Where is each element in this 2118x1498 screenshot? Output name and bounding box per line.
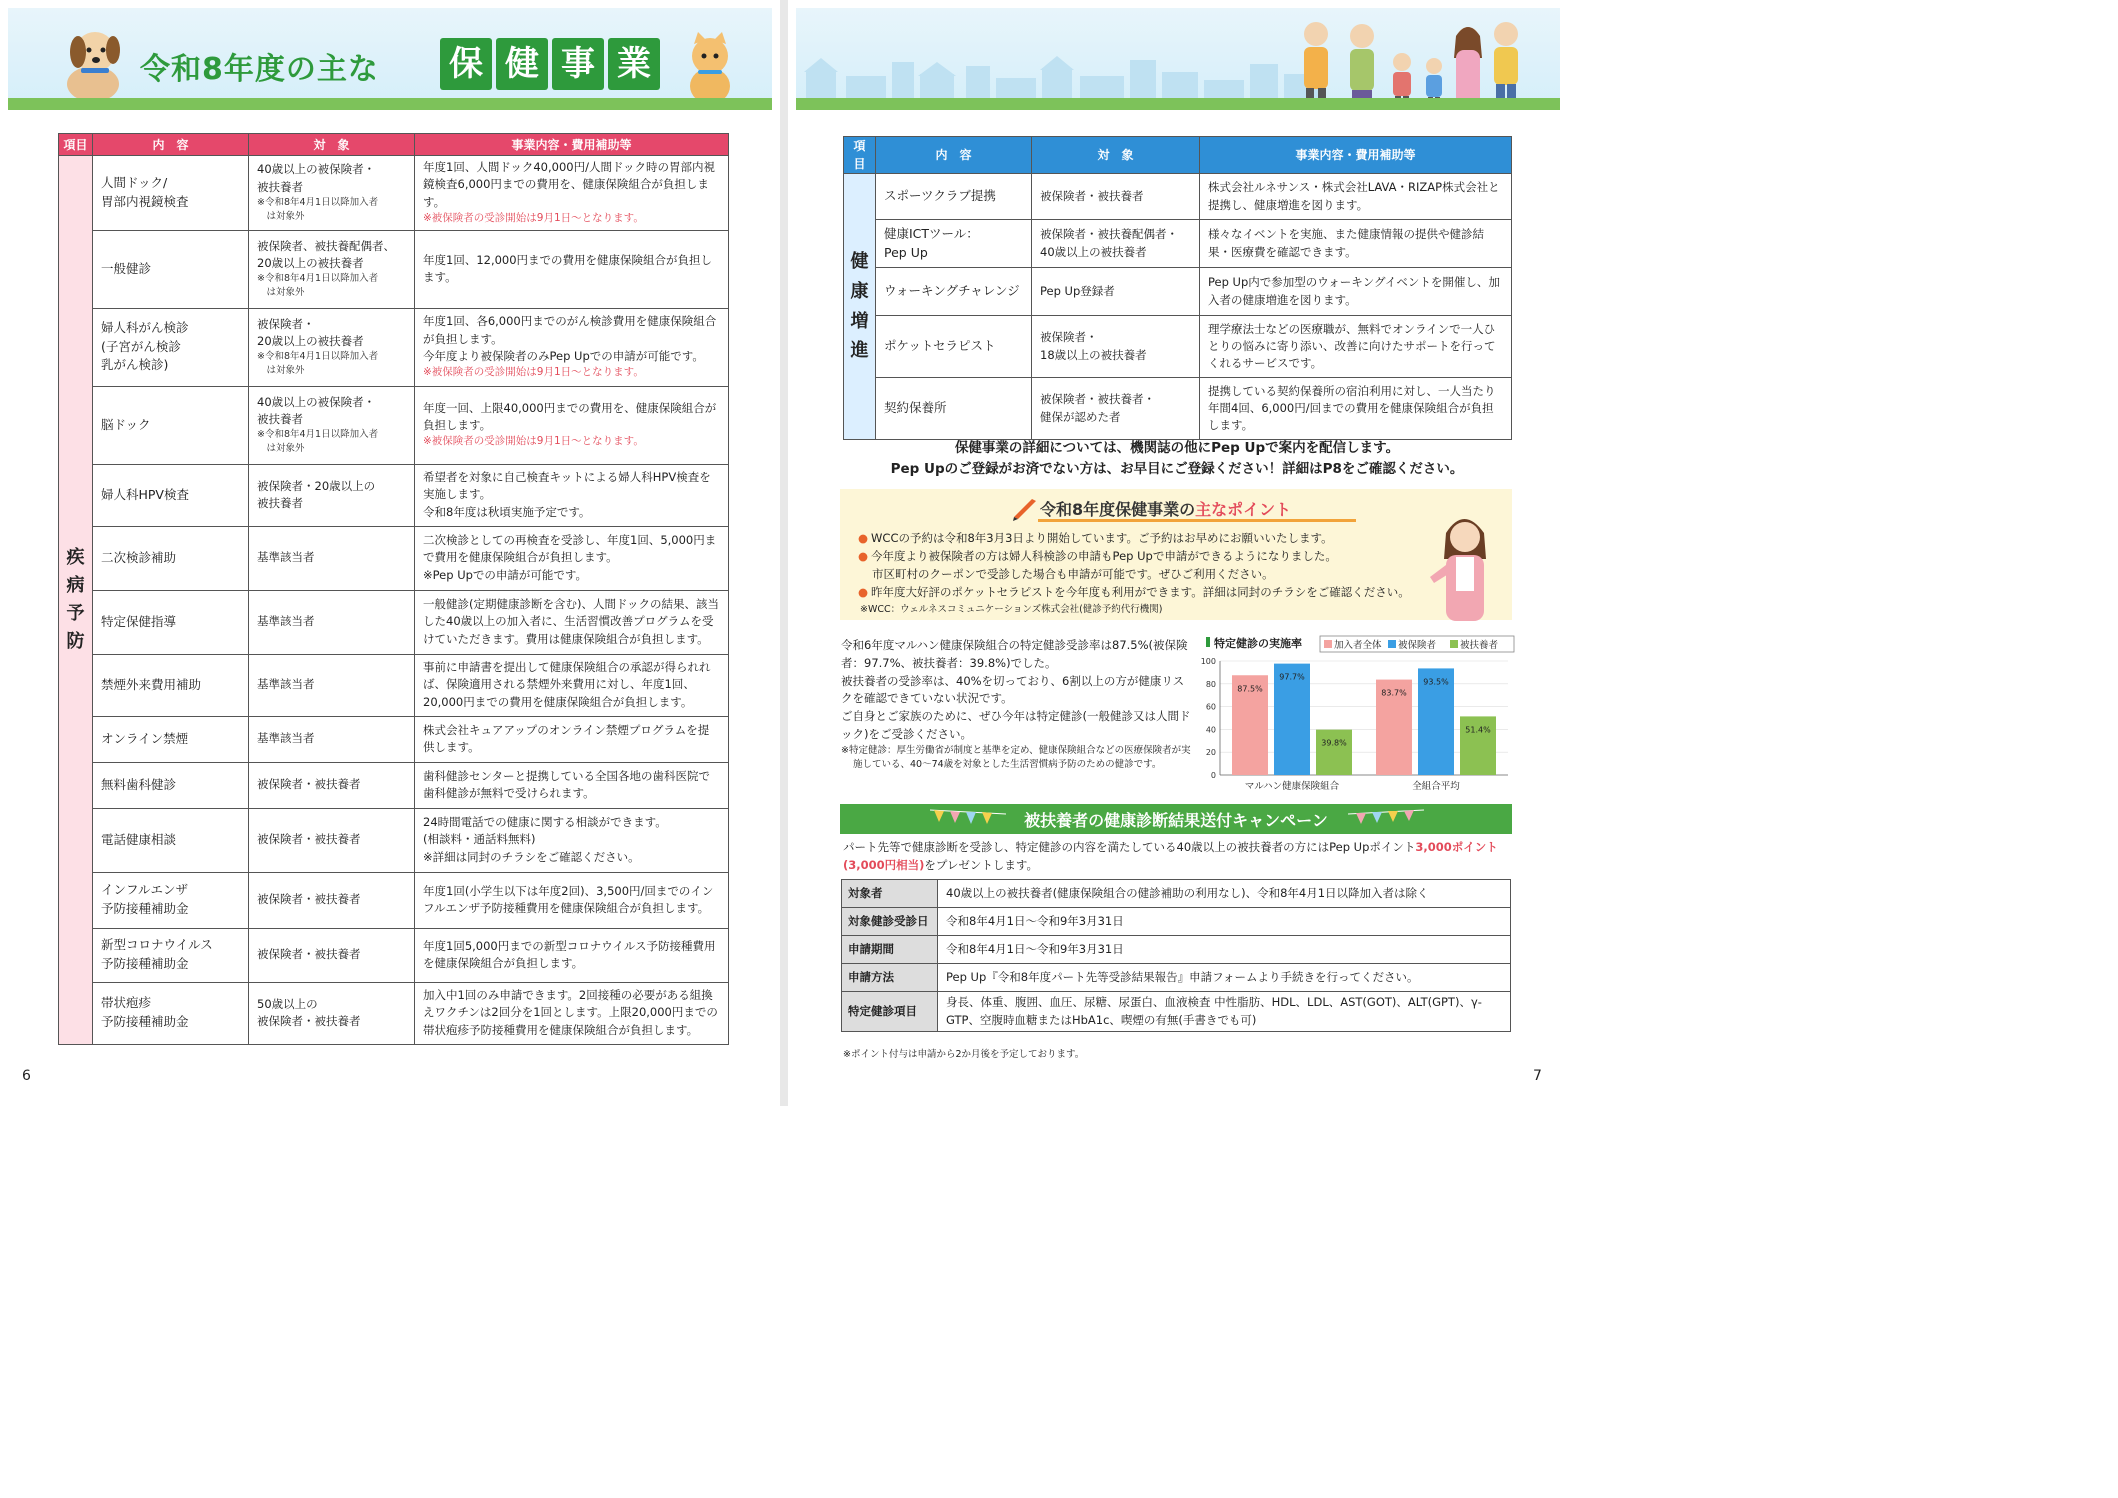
table-row	[59, 590, 729, 654]
x-tick-label: マルハン健康保険組合	[1244, 781, 1340, 792]
item-name: 無料歯科健診	[93, 762, 249, 808]
item-target: 基準該当者	[249, 526, 415, 590]
category-label	[59, 156, 93, 1045]
item-name: 脳ドック	[93, 386, 249, 464]
bullet-icon: ●	[858, 549, 869, 564]
dog-illustration	[53, 22, 135, 108]
item-name: ポケットセラピスト	[876, 316, 1032, 378]
category-label	[844, 174, 876, 440]
info-notice	[843, 438, 1511, 480]
list-item	[858, 602, 1410, 617]
campaign-value: 身長、体重、腹囲、血圧、尿糖、尿蛋白、血液検査 中性脂肪、HDL、LDL、AST(GOT)、ALT(GPT)、γ-GTP、空腹時血糖またはHbA1c、喫煙の有無(手書きでも可)	[938, 992, 1511, 1032]
target-note: ※令和8年4月1日以降加入者 は対象外	[257, 196, 379, 222]
title-marker	[1206, 637, 1210, 647]
item-name: 新型コロナウイルス 予防接種補助金	[93, 928, 249, 982]
table-row	[59, 230, 729, 308]
detail-warning: ※被保険者の受診開始は9月1日～となります。	[423, 211, 644, 224]
table-row	[844, 174, 1512, 220]
legend-swatch	[1324, 640, 1332, 648]
page-spine	[780, 0, 788, 1106]
item-target: 基準該当者	[249, 654, 415, 716]
header-target: 対 象	[249, 134, 415, 156]
checkup-rate-chart	[1198, 633, 1516, 801]
page-header	[796, 8, 1560, 110]
table-row	[844, 220, 1512, 268]
x-tick-label: 全組合平均	[1412, 781, 1460, 792]
page-header	[8, 8, 772, 110]
header-detail: 事業内容・費用補助等	[1200, 137, 1512, 174]
target-note: ※令和8年4月1日以降加入者 は対象外	[257, 429, 379, 455]
campaign-value: 令和8年4月1日～令和9年3月31日	[938, 908, 1511, 936]
table-row	[59, 716, 729, 762]
title-underline	[1038, 519, 1356, 522]
table-row	[59, 872, 729, 928]
y-tick-label: 100	[1200, 657, 1216, 666]
item-name: ウォーキングチャレンジ	[876, 268, 1032, 316]
item-detail: 二次検診としての再検査を受診し、年度1回、5,000円まで費用を健康保険組合が負担します。 ※Pep Upでの申請が可能です。	[415, 526, 729, 590]
title-char: 業	[608, 38, 660, 90]
key-points-title-accent: 主なポイント	[1195, 500, 1292, 519]
y-tick-label: 60	[1205, 702, 1216, 712]
item-target: 被保険者・ 20歳以上の被扶養者 ※令和8年4月1日以降加入者 は対象外	[249, 308, 415, 386]
page-left	[0, 0, 780, 1106]
item-detail: 提携している契約保養所の宿泊利用に対し、一人当たり年間4回、6,000円/回までの費用を健康保険組合が負担します。	[1200, 378, 1512, 440]
title-char: 健	[496, 38, 548, 90]
y-tick-label: 40	[1205, 725, 1216, 735]
info-line: Pep Upのご登録がお済でない方は、お早目にご登録ください！詳細はP8をご確認ください。	[890, 460, 1464, 477]
campaign-description	[843, 838, 1511, 875]
chart-title: 特定健診の実施率	[1214, 637, 1302, 650]
page-number: 7	[1533, 1068, 1542, 1084]
detail-warning: ※被保険者の受診開始は9月1日～となります。	[423, 435, 644, 448]
bar-value-label: 51.4%	[1465, 725, 1491, 735]
table-row	[59, 308, 729, 386]
item-target: 被保険者・被扶養者	[249, 762, 415, 808]
stat-paragraph: ご自身とご家族のために、ぜひ今年は特定健診(一般健診又は人間ドック)をご受診ください。	[841, 709, 1191, 742]
bar-value-label: 83.7%	[1381, 688, 1407, 698]
header-content: 内 容	[93, 134, 249, 156]
item-name: インフルエンザ 予防接種補助金	[93, 872, 249, 928]
stat-paragraph: 令和6年度マルハン健康保険組合の特定健診受診率は87.5%(被保険者：97.7%、被扶養者：39.8%)でした。	[841, 638, 1188, 670]
item-detail: 事前に申請書を提出して健康保険組合の承認が得られれば、保険適用される禁煙外来費用に対し、年度1回、20,000円までの費用を健康保険組合が負担します。	[415, 654, 729, 716]
table-row	[59, 808, 729, 872]
item-name: 帯状疱疹 予防接種補助金	[93, 982, 249, 1044]
list-item	[858, 529, 1410, 547]
key-points-title	[1040, 497, 1291, 520]
item-target: 40歳以上の被保険者・ 被扶養者 ※令和8年4月1日以降加入者 は対象外	[249, 386, 415, 464]
item-target: 被保険者・被扶養者・ 健保が認めた者	[1032, 378, 1200, 440]
point-text: 今年度より被保険者の方は婦人科検診の申請もPep Upで申請ができるようになりました。	[871, 549, 1337, 564]
page-number: 6	[22, 1068, 31, 1084]
item-name: 婦人科がん検診 (子宮がん検診 乳がん検診)	[93, 308, 249, 386]
table-row	[842, 908, 1511, 936]
stat-paragraph: 被扶養者の受診率は、40%を切っており、6割以上の方が健康リスクを確認できていない状況です。	[841, 673, 1185, 706]
page-title: 令和8年度の主な	[140, 52, 379, 87]
item-detail: Pep Up内で参加型のウォーキングイベントを開催し、加入者の健康増進を図ります。	[1200, 268, 1512, 316]
table-row	[59, 526, 729, 590]
item-name: 一般健診	[93, 230, 249, 308]
header-target: 対 象	[1032, 137, 1200, 174]
grass-strip	[796, 98, 1560, 110]
item-detail: 株式会社キュアアップのオンライン禁煙プログラムを提供します。	[415, 716, 729, 762]
item-target: 被保険者・ 18歳以上の被扶養者	[1032, 316, 1200, 378]
campaign-desc-text: パート先等で健康診断を受診し、特定健診の内容を満たしている40歳以上の被扶養者の方にはPep Upポイント	[843, 840, 1416, 854]
item-name: 健康ICTツール： Pep Up	[876, 220, 1032, 268]
item-target: 被保険者・被扶養配偶者・ 40歳以上の被扶養者	[1032, 220, 1200, 268]
item-name: 婦人科HPV検査	[93, 464, 249, 526]
table-header-row	[844, 137, 1512, 174]
campaign-value: 40歳以上の被扶養者(健康保険組合の健診補助の利用なし)、令和8年4月1日以降加入者は除く	[938, 880, 1511, 908]
bullet-icon: ●	[858, 585, 869, 600]
table-row	[842, 880, 1511, 908]
target-note: ※令和8年4月1日以降加入者 は対象外	[257, 351, 379, 377]
checkup-rate-text	[841, 637, 1191, 772]
list-item	[858, 565, 1410, 583]
item-detail: 年度1回(小学生以下は年度2回)、3,500円/回までのインフルエンザ予防接種費用を健康保険組合が負担します。	[415, 872, 729, 928]
stat-note: ※特定健診：厚生労働省が制度と基準を定め、健康保険組合などの医療保険者が実施している、40～74歳を対象とした生活習慣病予防のための健診です。	[841, 744, 1191, 771]
item-detail: 加入中1回のみ申請できます。2回接種の必要がある組換えワクチンは2回分を1回とします。上限20,000円までの帯状疱疹予防接種費用を健康保険組合が負担します。	[415, 982, 729, 1044]
header-category: 項目	[59, 134, 93, 156]
item-target: 被保険者・被扶養者	[249, 872, 415, 928]
item-target: 40歳以上の被保険者・ 被扶養者 ※令和8年4月1日以降加入者 は対象外	[249, 156, 415, 231]
campaign-key: 対象者	[842, 880, 938, 908]
campaign-key: 特定健診項目	[842, 992, 938, 1032]
pencil-icon	[1012, 497, 1038, 521]
item-name: オンライン禁煙	[93, 716, 249, 762]
table-row	[844, 378, 1512, 440]
campaign-banner	[840, 804, 1512, 834]
campaign-desc-text: をプレゼントします。	[924, 858, 1039, 873]
woman-illustration	[1426, 503, 1504, 621]
y-tick-label: 80	[1205, 679, 1216, 689]
table-row	[59, 386, 729, 464]
item-detail: 24時間電話での健康に関する相談ができます。 (相談料・通話料無料) ※詳細は同封のチラシをご確認ください。	[415, 808, 729, 872]
table-row	[59, 982, 729, 1044]
y-tick-label: 20	[1205, 748, 1216, 758]
points-note: ※WCC：ウェルネスコミュニケーションズ株式会社(健診予約代行機関)	[860, 603, 1163, 615]
header-detail: 事業内容・費用補助等	[415, 134, 729, 156]
grass-strip	[8, 98, 772, 110]
table-row	[59, 928, 729, 982]
title-char: 事	[552, 38, 604, 90]
item-target: 被保険者・20歳以上の 被扶養者	[249, 464, 415, 526]
item-name: 二次検診補助	[93, 526, 249, 590]
title-char: 保	[440, 38, 492, 90]
item-detail: 様々なイベントを実施、また健康情報の提供や健診結果・医療費を確認できます。	[1200, 220, 1512, 268]
item-target: Pep Up登録者	[1032, 268, 1200, 316]
table-row	[842, 964, 1511, 992]
item-detail: 年度1回、各6,000円までのがん検診費用を健康保険組合が負担します。 今年度より被保険者のみPep Upでの申請が可能です。 ※被保険者の受診開始は9月1日～となります。	[415, 308, 729, 386]
table-row	[59, 464, 729, 526]
campaign-table	[841, 879, 1511, 1032]
item-detail: 年度1回、12,000円までの費用を健康保険組合が負担します。	[415, 230, 729, 308]
header-category: 項目	[844, 137, 876, 174]
bar-value-label: 93.5%	[1423, 677, 1449, 687]
legend-swatch	[1388, 640, 1396, 648]
cat-illustration	[680, 30, 742, 106]
item-target: 50歳以上の 被保険者・被扶養者	[249, 982, 415, 1044]
category-text: 疾 病 予 防	[66, 546, 85, 652]
item-target: 基準該当者	[249, 590, 415, 654]
item-target: 被保険者、被扶養配偶者、 20歳以上の被扶養者 ※令和8年4月1日以降加入者 は対象外	[249, 230, 415, 308]
table-row	[59, 156, 729, 231]
legend-label: 加入者全体	[1334, 640, 1382, 651]
campaign-key: 対象健診受診日	[842, 908, 938, 936]
bar	[1316, 730, 1352, 775]
item-detail: 歯科健診センターと提携している全国各地の歯科医院で歯科健診が無料で受けられます。	[415, 762, 729, 808]
item-name: 人間ドック/ 胃部内視鏡検査	[93, 156, 249, 231]
item-name: 特定保健指導	[93, 590, 249, 654]
item-detail: 年度1回、人間ドック40,000円/人間ドック時の胃部内視鏡検査6,000円までの費用を、健康保険組合が負担します。 ※被保険者の受診開始は9月1日～となります。	[415, 156, 729, 231]
campaign-footnote: ※ポイント付与は申請から2か月後を予定しております。	[843, 1049, 1085, 1060]
bar-value-label: 87.5%	[1237, 684, 1263, 694]
key-points-title-text: 令和8年度保健事業の	[1040, 500, 1196, 519]
bar-value-label: 97.7%	[1279, 672, 1305, 682]
key-points-list	[858, 529, 1410, 617]
table-header-row	[59, 134, 729, 156]
bar-value-label: 39.8%	[1321, 738, 1347, 748]
table-row	[59, 654, 729, 716]
campaign-value: 令和8年4月1日～令和9年3月31日	[938, 936, 1511, 964]
item-name: 禁煙外来費用補助	[93, 654, 249, 716]
key-points-box	[840, 489, 1512, 620]
table-row	[844, 268, 1512, 316]
item-detail: 株式会社ルネサンス・株式会社LAVA・RIZAP株式会社と提携し、健康増進を図ります。	[1200, 174, 1512, 220]
info-line: 保健事業の詳細については、機関誌の他にPep Upで案内を配信します。	[954, 440, 1400, 456]
family-illustration	[1292, 14, 1532, 110]
table-row	[842, 992, 1511, 1032]
health-promotion-table	[843, 136, 1512, 440]
item-name: スポーツクラブ提携	[876, 174, 1032, 220]
table-row	[842, 936, 1511, 964]
campaign-title: 被扶養者の健康診断結果送付キャンペーン	[1024, 811, 1328, 830]
y-tick-label: 0	[1210, 771, 1216, 780]
campaign-key: 申請方法	[842, 964, 938, 992]
item-target: 被保険者・被扶養者	[249, 808, 415, 872]
campaign-key: 申請期間	[842, 936, 938, 964]
campaign-value: Pep Up『令和8年度パート先等受診結果報告』申請フォームより手続きを行ってください。	[938, 964, 1511, 992]
legend-label: 被保険者	[1398, 640, 1437, 651]
list-item	[858, 547, 1410, 565]
item-detail: 希望者を対象に自己検査キットによる婦人科HPV検査を実施します。 令和8年度は秋頃実施予定です。	[415, 464, 729, 526]
item-detail: 一般健診(定期健康診断を含む)、人間ドックの結果、該当した40歳以上の加入者に、生活習慣改善プログラムを受けていただきます。費用は健康保険組合が負担します。	[415, 590, 729, 654]
legend-swatch	[1450, 640, 1458, 648]
item-target: 被保険者・被扶養者	[1032, 174, 1200, 220]
item-detail: 理学療法士などの医療職が、無料でオンラインで一人ひとりの悩みに寄り添い、改善に向けたサポートを行ってくれるサービスです。	[1200, 316, 1512, 378]
table-row	[59, 762, 729, 808]
list-item	[858, 583, 1410, 601]
item-target: 基準該当者	[249, 716, 415, 762]
campaign-points-highlight: 3,000ポイント(3,000円相当)	[843, 840, 1498, 873]
detail-warning: ※被保険者の受診開始は9月1日～となります。	[423, 366, 644, 378]
legend-label: 被扶養者	[1460, 640, 1499, 651]
table-row	[844, 316, 1512, 378]
item-detail: 年度1回5,000円までの新型コロナウイルス予防接種費用を健康保険組合が負担します。	[415, 928, 729, 982]
bullet-icon: ●	[858, 531, 869, 545]
target-note: ※令和8年4月1日以降加入者 は対象外	[257, 273, 379, 299]
title-highlight	[440, 38, 660, 90]
category-text: 健 康 増 進	[850, 251, 869, 362]
point-text: 市区町村のクーポンで受診した場合も申請が可能です。ぜひご利用ください。	[872, 567, 1274, 582]
item-name: 電話健康相談	[93, 808, 249, 872]
disease-prevention-table	[58, 133, 729, 1045]
point-text: 昨年度大好評のポケットセラピストを今年度も利用ができます。詳細は同封のチラシをご確認ください。	[871, 585, 1410, 600]
header-content: 内 容	[876, 137, 1032, 174]
item-name: 契約保養所	[876, 378, 1032, 440]
item-detail: 年度一回、上限40,000円までの費用を、健康保険組合が負担します。 ※被保険者の受診開始は9月1日～となります。	[415, 386, 729, 464]
point-text: WCCの予約は令和8年3月3日より開始しています。ご予約はお早めにお願いいたします。	[871, 531, 1333, 545]
item-target: 被保険者・被扶養者	[249, 928, 415, 982]
